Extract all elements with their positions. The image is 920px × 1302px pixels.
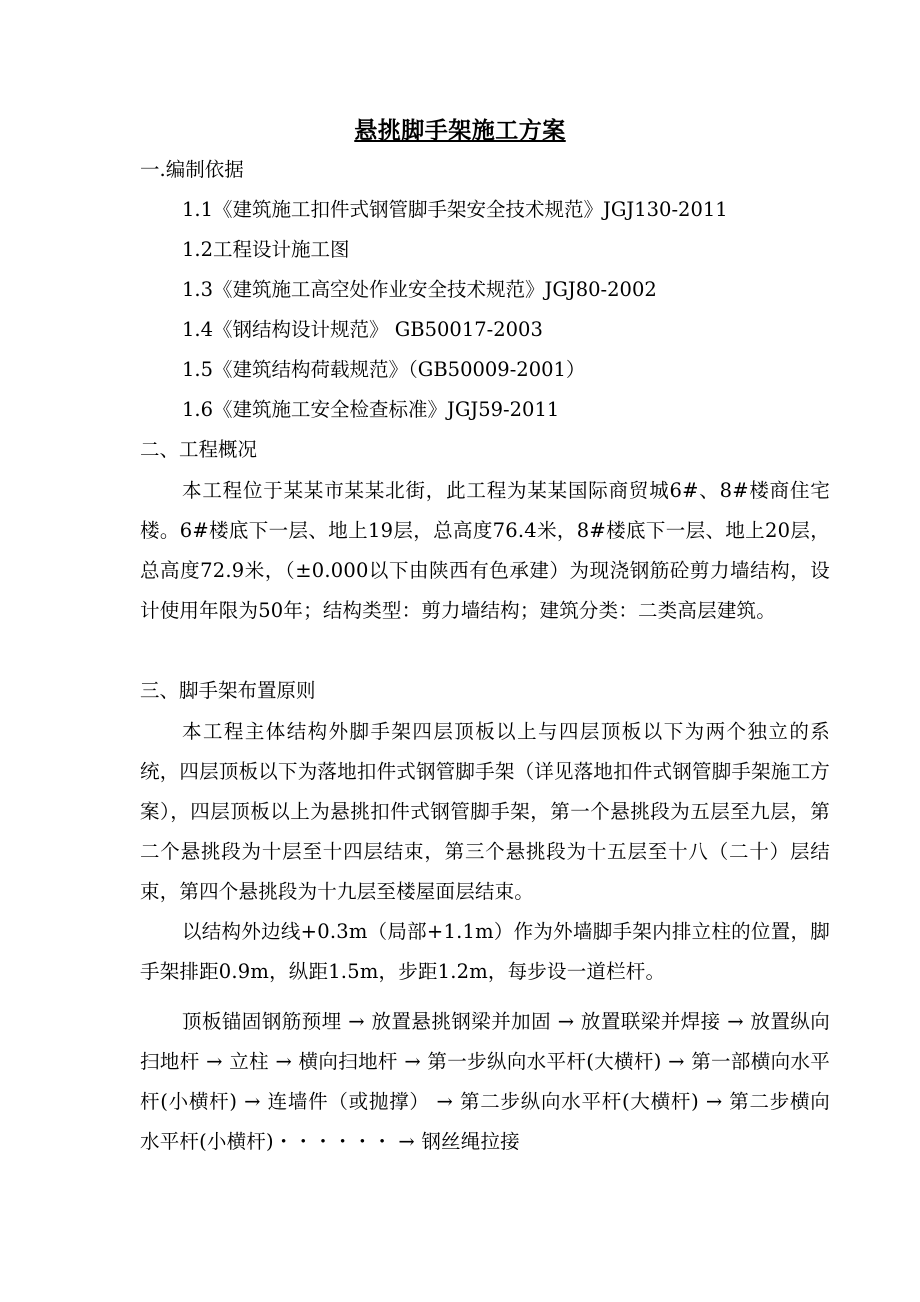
basis-item-3: 1.3《建筑施工高空处作业安全技术规范》JGJ80-2002 xyxy=(182,278,657,301)
principles-paragraph-1: 本工程主体结构外脚手架四层顶板以上与四层顶板以下为两个独立的系统，四层顶板以下为落地扣件式钢管脚手架（详见落地扣件式钢管脚手架施工方案），四层顶板以上为悬挑扣件式钢管脚手架，第一个悬挑段为五层至九层，第二个悬挑段为十层至十四层结束，第三个悬挑段为十五层至十八（二十）层结束，第四个悬挑段为十九层至楼屋面层结束。 xyxy=(140,720,830,903)
overview-paragraph: 本工程位于某某市某某北街，此工程为某某国际商贸城6#、8#楼商住宅楼。6#楼底下一层、地上19层，总高度76.4米，8#楼底下一层、地上20层，总高度72.9米，（±0.000以下由陕西有色承建）为现浇钢筋砼剪力墙结构，设计使用年限为50年；结构类型：剪力墙结构；建筑分类：二类高层建筑。 xyxy=(140,479,830,622)
section-heading-principles: 三、脚手架布置原则 xyxy=(140,679,316,702)
procedure-flow-paragraph: 顶板锚固钢筋预埋 → 放置悬挑钢梁并加固 → 放置联梁并焊接 → 放置纵向扫地杆 → 立柱 → 横向扫地杆 → 第一步纵向水平杆(大横杆) → 第一部横向水平杆(小横杆) → 连墙件（或抛撑） → 第二步纵向水平杆(大横杆) → 第二步横向水平杆(小横杆)・・・・・・ → 钢丝绳拉接 xyxy=(140,1010,830,1153)
basis-item-5: 1.5《建筑结构荷载规范》（GB50009-2001） xyxy=(182,358,586,381)
basis-item-4: 1.4《钢结构设计规范》 GB50017-2003 xyxy=(182,318,543,341)
basis-item-1: 1.1《建筑施工扣件式钢管脚手架安全技术规范》JGJ130-2011 xyxy=(182,198,728,221)
principles-paragraph-2: 以结构外边线+0.3m（局部+1.1m）作为外墙脚手架内排立柱的位置，脚手架排距0.9m，纵距1.5m，步距1.2m，每步设一道栏杆。 xyxy=(140,920,830,983)
basis-item-2: 1.2工程设计施工图 xyxy=(182,238,350,261)
document-title: 悬挑脚手架施工方案 xyxy=(354,117,566,144)
section-heading-overview: 二、工程概况 xyxy=(140,438,258,461)
section-heading-basis: 一.编制依据 xyxy=(140,158,244,181)
basis-item-6: 1.6《建筑施工安全检查标准》JGJ59-2011 xyxy=(182,398,560,421)
